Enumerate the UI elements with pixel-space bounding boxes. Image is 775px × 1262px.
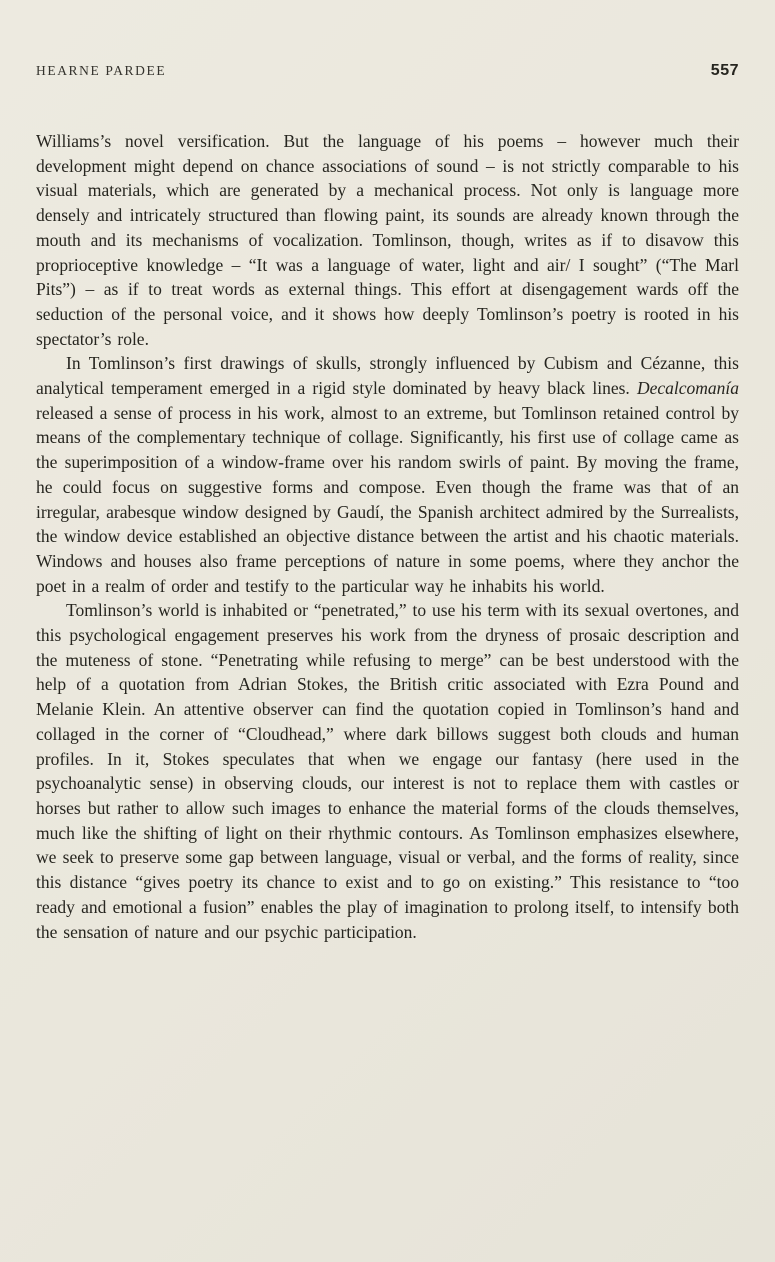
paragraph-2 <box>36 351 739 598</box>
page-body-text <box>36 129 739 944</box>
paragraph-3: Tomlinson’s world is inhabited or “penetrated,” to use his term with its sexual overtones, and this psychological engagement preserves his work from the dryness of prosaic description and the muteness of stone. “Penetrating while refusing to merge” can be best understood with the help of a quotation from Adrian Stokes, the British critic associated with Ezra Pound and Melanie Klein. An attentive observer can find the quotation copied in Tomlinson’s hand and collaged in the corner of “Cloudhead,” where dark billows suggest both clouds and human profiles. In it, Stokes speculates that when we engage our fantasy (here used in the psychoanalytic sense) in observing clouds, our interest is not to replace them with castles or horses but rather to allow such images to enhance the material forms of the clouds themselves, much like the shifting of light on their rhythmic contours. As Tomlinson emphasizes elsewhere, we seek to preserve some gap between language, visual or verbal, and the forms of reality, since this distance “gives poetry its chance to exist and to go on existing.” This resistance to “too ready and emotional a fusion” enables the play of imagination to prolong itself, to intensify both the sensation of nature and our psychic participation. <box>36 600 739 942</box>
paragraph-2-italic-title: Decalcomanía <box>636 378 739 399</box>
running-header-author: HEARNE PARDEE <box>36 63 167 78</box>
paragraph-1: Williams’s novel versification. But the language of his poems – however much their development might depend on chance associations of sound – is not strictly comparable to his visual materials, which are generated by a mechanical process. Not only is language more densely and intricately structured than flowing paint, its sounds are already known through the mouth and its mechanisms of vocalization. Tomlinson, though, writes as if to disavow this proprioceptive knowledge – “It was a language of water, light and air/ I sought” (“The Marl Pits”) – as if to treat words as external things. This effort at disengagement wards off the seduction of the personal voice, and it shows how deeply Tomlinson’s poetry is rooted in his spectator’s role. <box>36 131 739 349</box>
page-number: 557 <box>710 62 739 79</box>
paragraph-2-text-continued: released a sense of process in his work, almost to an extreme, but Tomlinson retained control by means of the complementary technique of collage. Significantly, his first use of collage came as the superimposition of a window-frame over his random swirls of paint. By moving the frame, he could focus on suggestive forms and compose. Even though the frame was that of an irregular, arabesque window designed by Gaudí, the Spanish architect admired by the Surrealists, the window device established an objective distance between the artist and his chaotic materials. Windows and houses also frame perceptions of nature in some poems, where they anchor the poet in a realm of order and testify to the particular way he inhabits his world. <box>36 402 739 596</box>
paragraph-2-text: In Tomlinson’s first drawings of skulls, strongly influenced by Cubism and Cézanne, this analytical temperament emerged in a rigid style dominated by heavy black lines. <box>36 353 739 399</box>
running-header <box>36 62 739 80</box>
